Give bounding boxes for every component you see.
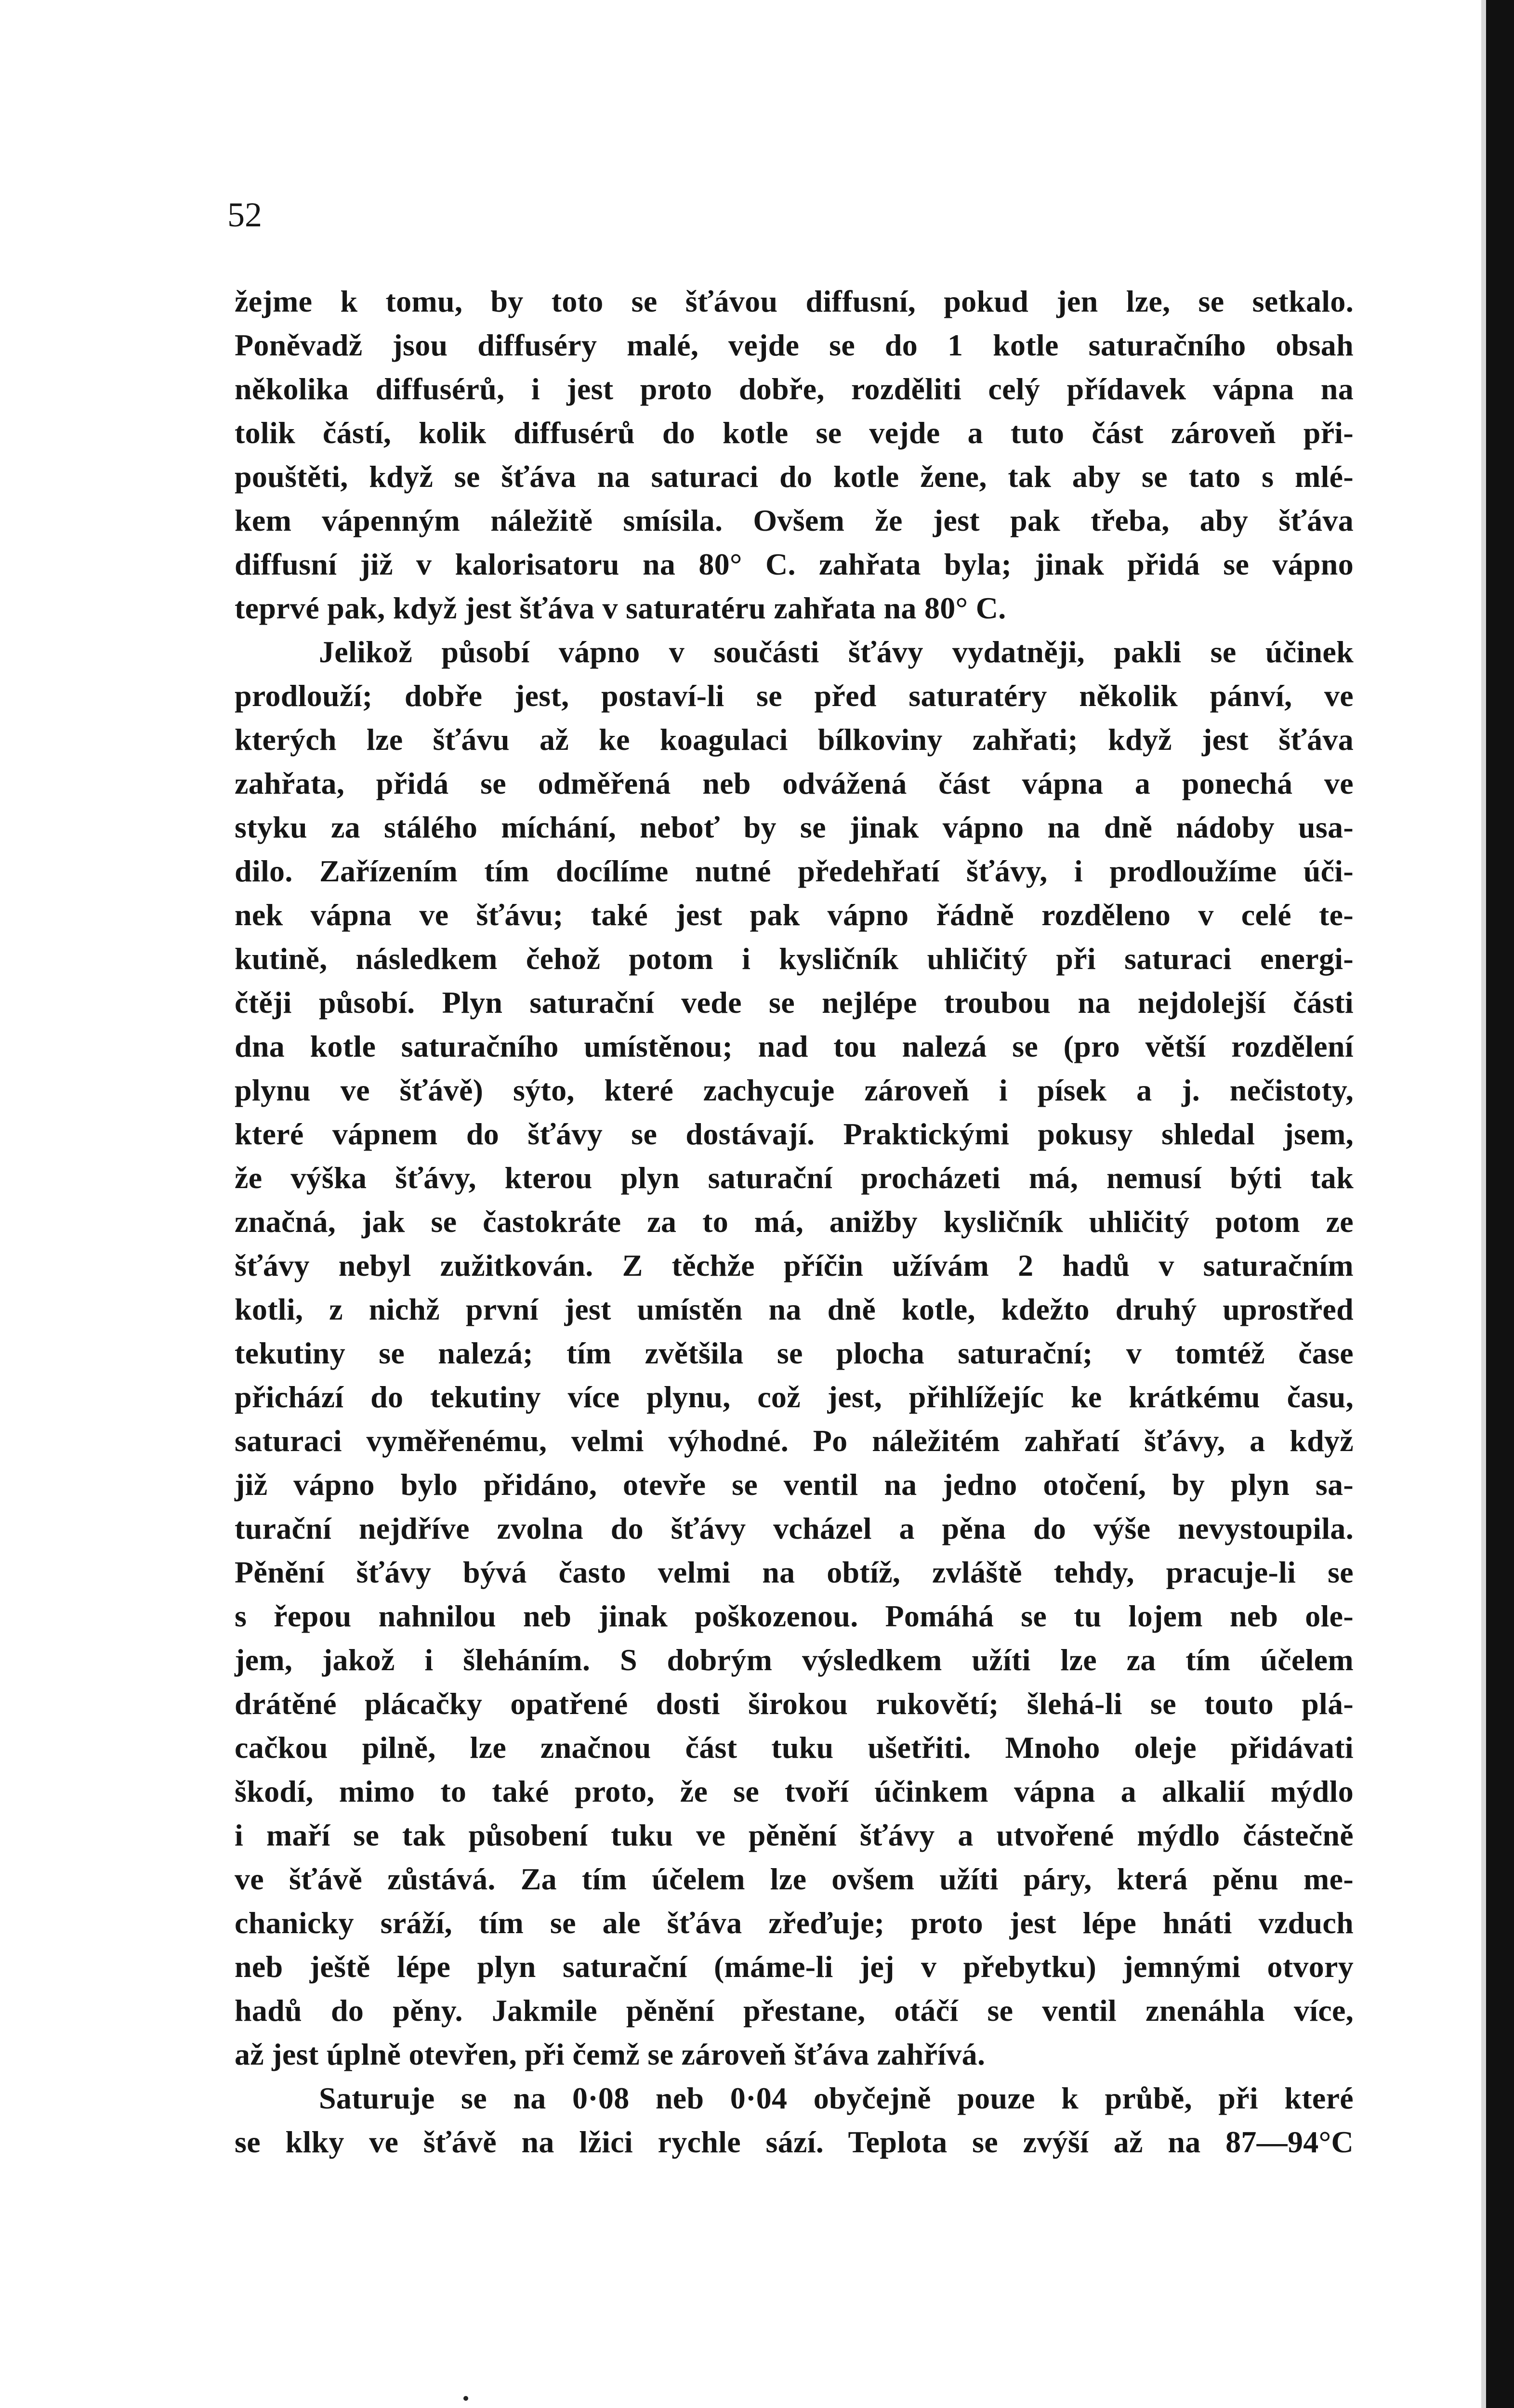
text-line: Jelikož působí vápno v součásti šťávy vydatněji, pakli se účinek — [319, 635, 1354, 669]
text-line: drátěné plácačky opatřené dosti širokou rukovětí; šlehá-li se touto plá- — [235, 1687, 1354, 1721]
text-line: šťávy nebyl zužitkován. Z těchže příčin užívám 2 hadů v saturačním — [235, 1248, 1354, 1283]
text-line: hadů do pěny. Jakmile pěnění přestane, otáčí se ventil znenáhla více, — [235, 1993, 1354, 2028]
text-line: cačkou pilně, lze značnou část tuku ušetřiti. Mnoho oleje přidávati — [235, 1730, 1354, 1765]
stray-mark — [463, 2396, 468, 2401]
text-line: žejme k tomu, by toto se šťávou diffusní, pokud jen lze, se setkalo. — [235, 284, 1354, 318]
text-line: Saturuje se na 0·08 neb 0·04 obyčejně pouze k průbě, při které — [319, 2081, 1354, 2115]
text-line: tolik částí, kolik diffusérů do kotle se vejde a tuto část zároveň při- — [235, 416, 1354, 450]
text-line: kotli, z nichž první jest umístěn na dně kotle, kdežto druhý uprostřed — [235, 1292, 1354, 1326]
text-line: chanicky sráží, tím se ale šťáva zřeďuje; proto jest lépe hnáti vzduch — [235, 1906, 1354, 1940]
text-line: i maří se tak působení tuku ve pěnění šťávy a utvořené mýdlo částečně — [235, 1818, 1354, 1852]
text-line: několika diffusérů, i jest proto dobře, rozděliti celý přídavek vápna na — [235, 372, 1354, 406]
text-line: zahřata, přidá se odměřená neb odvážená část vápna a ponechá ve — [235, 766, 1354, 800]
text-line: Pěnění šťávy bývá často velmi na obtíž, zvláště tehdy, pracuje-li se — [235, 1555, 1354, 1589]
text-line: dna kotle saturačního umístěnou; nad tou nalezá se (pro větší rozdělení — [235, 1029, 1354, 1063]
text-line: se klky ve šťávě na lžici rychle sází. Teplota se zvýší až na 87—94°C — [235, 2125, 1354, 2159]
text-line: dilo. Zařízením tím docílíme nutné předehřatí šťávy, i prodloužíme úči- — [235, 854, 1354, 888]
text-line: styku za stálého míchání, neboť by se jinak vápno na dně nádoby usa- — [235, 810, 1354, 844]
text-line: saturaci vyměřenému, velmi výhodné. Po náležitém zahřatí šťávy, a když — [235, 1424, 1354, 1458]
text-line: prodlouží; dobře jest, postaví-li se před saturatéry několik pánví, ve — [235, 679, 1354, 713]
text-line: čtěji působí. Plyn saturační vede se nejlépe troubou na nejdolejší části — [235, 985, 1354, 1020]
text-line: plynu ve šťávě) sýto, které zachycuje zároveň i písek a j. nečistoty, — [235, 1073, 1354, 1107]
text-line: turační nejdříve zvolna do šťávy vcházel a pěna do výše nevystoupila. — [235, 1511, 1354, 1545]
body-text — [235, 279, 1354, 2164]
text-line: diffusní již v kalorisatoru na 80° C. zahřata byla; jinak přidá se vápno — [235, 547, 1354, 581]
page-edge-shadow — [1481, 0, 1486, 2408]
text-line: škodí, mimo to také proto, že se tvoří účinkem vápna a alkalií mýdlo — [235, 1774, 1354, 1808]
page-edge — [1486, 0, 1514, 2408]
page-number: 52 — [227, 196, 262, 234]
text-line: kutině, následkem čehož potom i kysličník uhličitý při saturaci energi- — [235, 942, 1354, 976]
text-line: které vápnem do šťávy se dostávají. Praktickými pokusy shledal jsem, — [235, 1117, 1354, 1151]
text-line: již vápno bylo přidáno, otevře se ventil na jedno otočení, by plyn sa- — [235, 1467, 1354, 1502]
text-line: neb ještě lépe plyn saturační (máme-li jej v přebytku) jemnými otvory — [235, 1950, 1354, 1984]
text-line: nek vápna ve šťávu; také jest pak vápno řádně rozděleno v celé te- — [235, 898, 1354, 932]
text-line: ve šťávě zůstává. Za tím účelem lze ovšem užíti páry, která pěnu me- — [235, 1862, 1354, 1896]
text-line: Poněvadž jsou diffuséry malé, vejde se do 1 kotle saturačního obsah — [235, 328, 1354, 362]
text-line: teprvé pak, když jest šťáva v saturatéru zahřata na 80° C. — [235, 591, 1006, 625]
text-line: přichází do tekutiny více plynu, což jest, přihlížejíc ke krátkému času, — [235, 1380, 1354, 1414]
text-line: že výška šťávy, kterou plyn saturační procházeti má, nemusí býti tak — [235, 1161, 1354, 1195]
text-line: s řepou nahnilou neb jinak poškozenou. Pomáhá se tu lojem neb ole- — [235, 1599, 1354, 1633]
text-line: až jest úplně otevřen, při čemž se zároveň šťáva zahřívá. — [235, 2037, 986, 2071]
text-line: tekutiny se nalezá; tím zvětšila se plocha saturační; v tomtéž čase — [235, 1336, 1354, 1370]
text-line: značná, jak se častokráte za to má, anižby kysličník uhličitý potom ze — [235, 1204, 1354, 1239]
text-line: kem vápenným náležitě smísila. Ovšem že jest pak třeba, aby šťáva — [235, 503, 1354, 537]
text-line: pouštěti, když se šťáva na saturaci do kotle žene, tak aby se tato s mlé- — [235, 459, 1354, 494]
text-line: jem, jakož i šleháním. S dobrým výsledkem užíti lze za tím účelem — [235, 1643, 1354, 1677]
text-line: kterých lze šťávu až ke koagulaci bílkoviny zahřati; když jest šťáva — [235, 722, 1354, 757]
